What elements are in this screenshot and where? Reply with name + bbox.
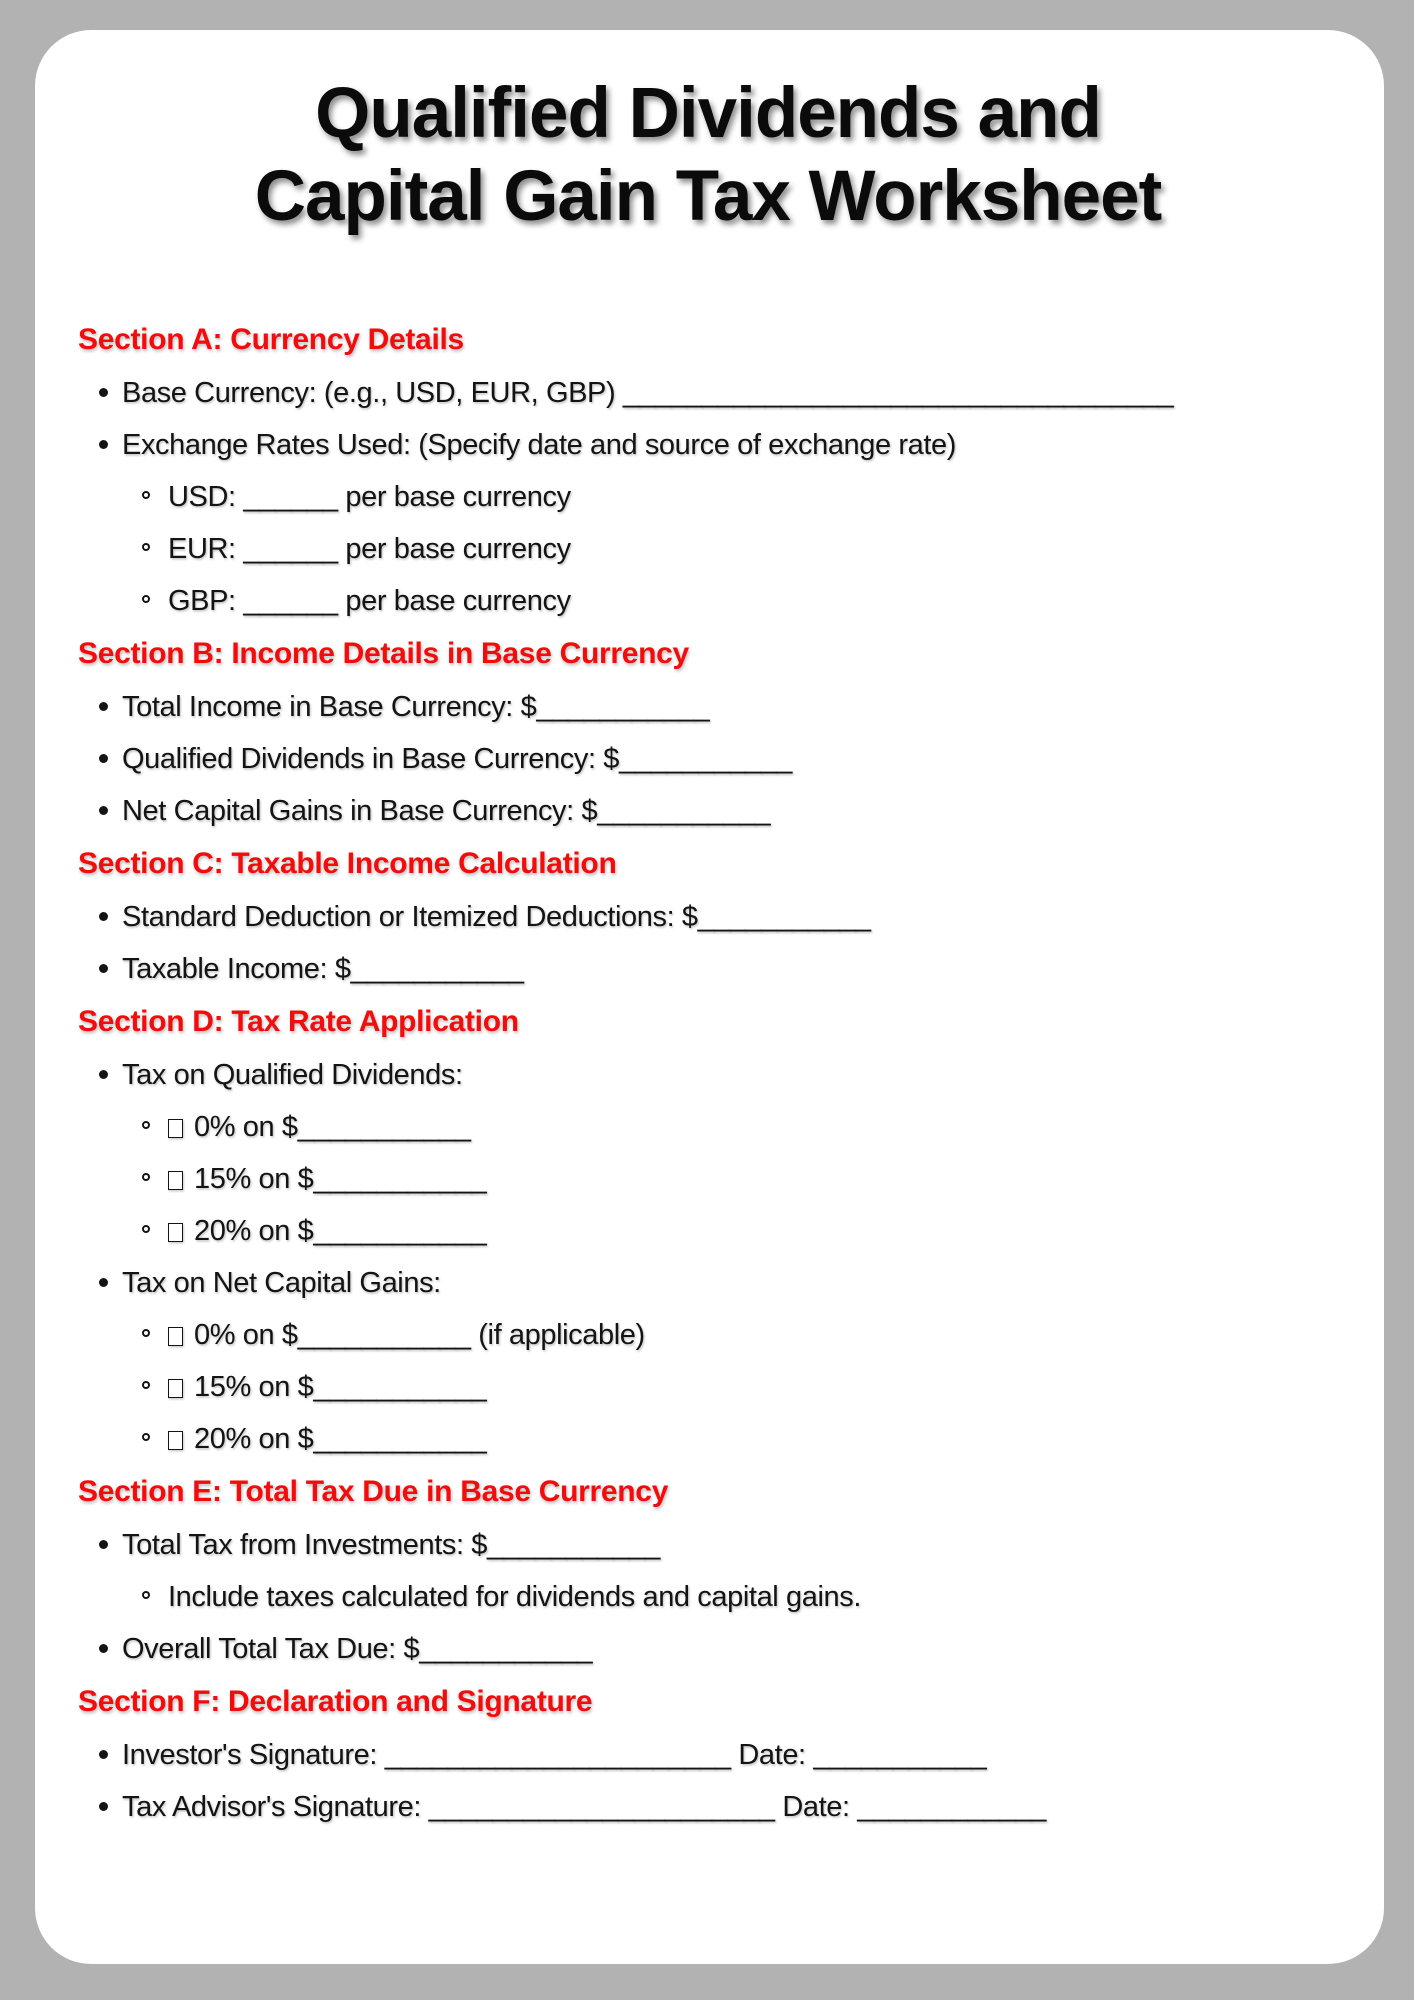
checkbox-icon xyxy=(168,1327,183,1346)
list-item-text: 15% on $___________ xyxy=(194,1163,487,1196)
list-item-text: Qualified Dividends in Base Currency: $___________ xyxy=(122,743,792,776)
bullet-icon xyxy=(99,1644,108,1653)
section-heading: Section B: Income Details in Base Currency xyxy=(78,637,689,671)
list-item xyxy=(78,1424,1338,1454)
page-title-line1: Qualified Dividends and xyxy=(315,74,1101,153)
page-title xyxy=(78,72,1338,238)
list-item xyxy=(78,1164,1338,1194)
list-item xyxy=(78,534,1338,564)
list-item xyxy=(78,1268,1338,1298)
list-item xyxy=(78,1320,1338,1350)
circle-bullet-icon xyxy=(142,1173,150,1181)
section-heading: Section C: Taxable Income Calculation xyxy=(78,847,617,881)
list-item xyxy=(78,1634,1338,1664)
list-item-text: Standard Deduction or Itemized Deductions: $___________ xyxy=(122,901,871,934)
list-item xyxy=(78,1216,1338,1246)
list-item xyxy=(78,378,1338,408)
list-item-text: Total Income in Base Currency: $___________ xyxy=(122,691,710,724)
list-item-text: Tax on Qualified Dividends: xyxy=(122,1059,463,1092)
bullet-icon xyxy=(99,1540,108,1549)
list-item-text: USD: ______ per base currency xyxy=(168,481,571,514)
section-heading: Section F: Declaration and Signature xyxy=(78,1685,593,1719)
list-item xyxy=(78,1582,1338,1612)
bullet-icon xyxy=(99,388,108,397)
worksheet-card xyxy=(35,30,1384,1964)
bullet-icon xyxy=(99,1070,108,1079)
bullet-icon xyxy=(99,806,108,815)
list-item-text: 15% on $___________ xyxy=(194,1371,487,1404)
list-item xyxy=(78,902,1338,932)
list-item-text: Include taxes calculated for dividends and capital gains. xyxy=(168,1581,861,1614)
circle-bullet-icon xyxy=(142,1433,150,1441)
circle-bullet-icon xyxy=(142,1225,150,1233)
list-item-text: Tax Advisor's Signature: ______________________ Date: ____________ xyxy=(122,1791,1047,1824)
bullet-icon xyxy=(99,754,108,763)
list-item xyxy=(78,1060,1338,1090)
list-item-text: 20% on $___________ xyxy=(194,1423,487,1456)
checkbox-icon xyxy=(168,1171,183,1190)
bullet-icon xyxy=(99,1750,108,1759)
circle-bullet-icon xyxy=(142,1121,150,1129)
circle-bullet-icon xyxy=(142,595,150,603)
circle-bullet-icon xyxy=(142,1329,150,1337)
list-item-text: GBP: ______ per base currency xyxy=(168,585,571,618)
bullet-icon xyxy=(99,964,108,973)
list-item xyxy=(78,586,1338,616)
list-item-text: EUR: ______ per base currency xyxy=(168,533,571,566)
page-title-line2: Capital Gain Tax Worksheet xyxy=(254,157,1162,237)
list-item xyxy=(78,482,1338,512)
list-item xyxy=(78,1112,1338,1142)
list-item xyxy=(78,1530,1338,1560)
section-heading: Section E: Total Tax Due in Base Currency xyxy=(78,1475,669,1509)
list-item-text: Exchange Rates Used: (Specify date and source of exchange rate) xyxy=(122,429,957,462)
list-item-text: 0% on $___________ (if applicable) xyxy=(194,1319,645,1352)
checkbox-icon xyxy=(168,1223,183,1242)
list-item-text: Base Currency: (e.g., USD, EUR, GBP) ___________________________________ xyxy=(122,377,1174,410)
section-heading: Section A: Currency Details xyxy=(78,323,464,357)
circle-bullet-icon xyxy=(142,491,150,499)
list-item xyxy=(78,954,1338,984)
list-item-text: Overall Total Tax Due: $___________ xyxy=(122,1633,593,1666)
list-item xyxy=(78,1792,1338,1822)
list-item xyxy=(78,1372,1338,1402)
bullet-icon xyxy=(99,1278,108,1287)
circle-bullet-icon xyxy=(142,543,150,551)
list-item-text: 0% on $___________ xyxy=(194,1111,471,1144)
circle-bullet-icon xyxy=(142,1591,150,1599)
list-item xyxy=(78,796,1338,826)
list-item-text: Taxable Income: $___________ xyxy=(122,953,524,986)
list-item-text: Net Capital Gains in Base Currency: $___________ xyxy=(122,795,771,828)
worksheet-body xyxy=(78,324,1338,1822)
list-item-text: Total Tax from Investments: $___________ xyxy=(122,1529,661,1562)
bullet-icon xyxy=(99,440,108,449)
list-item xyxy=(78,1740,1338,1770)
bullet-icon xyxy=(99,702,108,711)
checkbox-icon xyxy=(168,1379,183,1398)
checkbox-icon xyxy=(168,1119,183,1138)
bullet-icon xyxy=(99,912,108,921)
bullet-icon xyxy=(99,1802,108,1811)
section-heading: Section D: Tax Rate Application xyxy=(78,1005,519,1039)
list-item-text: Investor's Signature: ______________________ Date: ___________ xyxy=(122,1739,987,1772)
checkbox-icon xyxy=(168,1431,183,1450)
list-item xyxy=(78,692,1338,722)
list-item xyxy=(78,430,1338,460)
circle-bullet-icon xyxy=(142,1381,150,1389)
list-item-text: 20% on $___________ xyxy=(194,1215,487,1248)
list-item xyxy=(78,744,1338,774)
list-item-text: Tax on Net Capital Gains: xyxy=(122,1267,441,1300)
